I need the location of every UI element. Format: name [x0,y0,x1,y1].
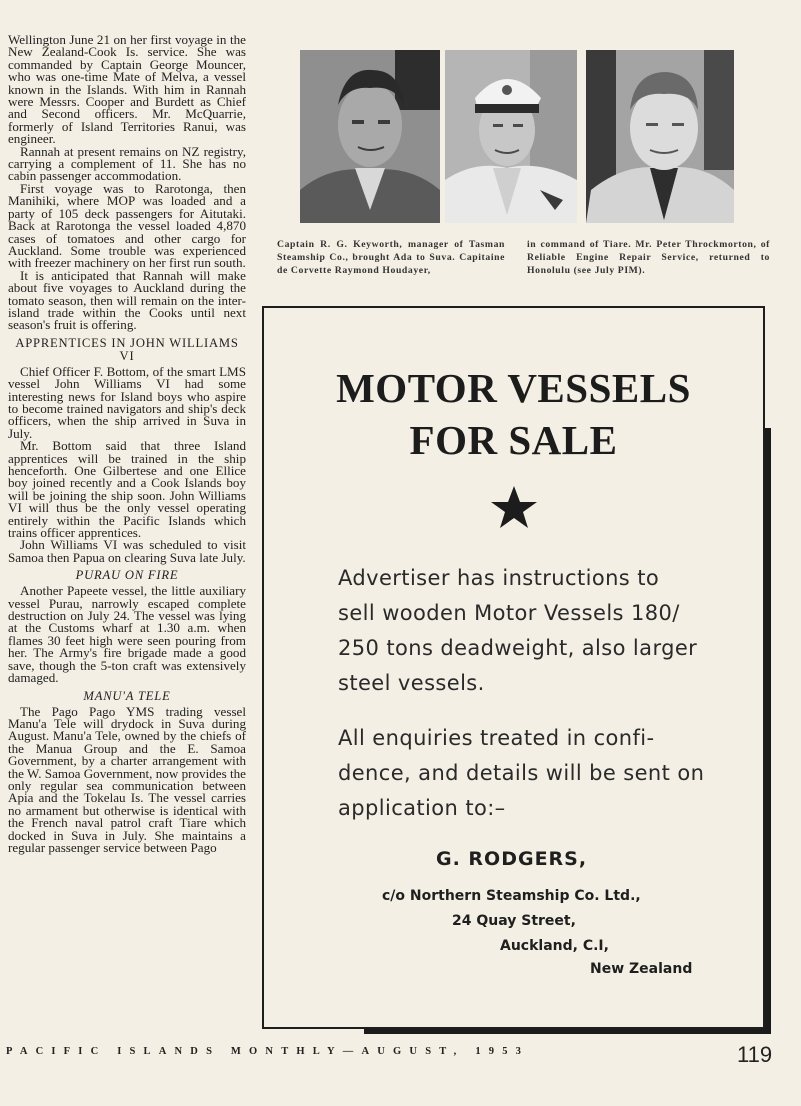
article-paragraph: Mr. Bottom said that three Island apprentices will be trained in the ship henceforth. One Gilbertese and one Ellice boy joined recently and a Cook Islands boy will be joining the ship soon. John Williams VI will thus be the only vessel operating entirely within the Pacific Islands which trains officer apprentices. [8,438,246,541]
article-paragraph: Wellington June 21 on her first voyage in the New Zealand-Cook Is. service. She was commanded by Captain George Mouncer, who was one-time Mate of Melva, a vessel known in the Islands. With him in Rannah were Messrs. Cooper and Burdett as Chief and Second officers. Mr. McQuarrie, formerly of Island Territories Ranui, was engineer. [8,32,246,147]
ad-body-line: 250 tons deadweight, also larger [338,636,698,660]
article-paragraph: Chief Officer F. Bottom, of the smart LMS vessel John Williams VI had some interesting news for Island boys who aspire to become trained navigators and ship's deck officers, when the ship arrived in Suva in July. [8,363,246,441]
contact-name: G. RODGERS, [436,848,588,870]
photo-throckmorton [586,50,734,223]
contact-address-line: Auckland, C.I, [500,938,609,954]
page-number: 119 [737,1042,773,1067]
photo-keyworth [300,50,440,223]
ad-body-line: Advertiser has instructions to [338,566,660,590]
ad-body-line: application to:– [338,796,506,820]
ad-shadow-bottom [364,1029,771,1034]
section-heading-apprentices: APPRENTICES IN JOHN WILLIAMS VI [15,335,239,363]
ad-body-line: All enquiries treated in confi- [338,726,655,750]
photo-caption-left: Captain R. G. Keyworth, manager of Tasman Steamship Co., brought Ada to Suva. Capitaine de Corvette Raymond Houdayer, [277,239,505,276]
article-paragraph: Another Papeete vessel, the little auxiliary vessel Purau, narrowly escaped complete destruction on July 24. The vessel was lying at the Customs wharf at 1.30 a.m. when flames 30 feet high were seen pouring from her. The Army's fire brigade made a good save, though the 5-ton craft was extensively damaged. [8,583,246,686]
article-column [8,34,246,854]
photo-caption-right: in command of Tiare. Mr. Peter Throckmorton, of Reliable Engine Repair Service, returned to Honolulu (see July PIM). [527,239,770,276]
contact-address-line: New Zealand [590,961,693,977]
ad-headline-line-1: MOTOR VESSELS [336,365,691,411]
article-paragraph: It is anticipated that Rannah will make about five voyages to Auckland during the tomato season, then will remain on the inter-island trade within the Cooks until next season's fruit is offering. [8,267,246,333]
contact-address-line: c/o Northern Steamship Co. Ltd., [382,888,641,904]
ad-shadow-right [765,428,771,1030]
article-paragraph: The Pago Pago YMS trading vessel Manu'a Tele will drydock in Suva during August. Manu'a Tele, owned by the chiefs of the Manua Group and the E. Samoa Government, by a charter arrangement with the W. Samoa Government, now provides the only regular sea communication between Apia and the Tokelau Is. The vessel carries no armament but otherwise is identical with the French naval patrol craft Tiare which docked in Suva in July. She maintains a regular passenger service between Pago [8,703,246,855]
article-paragraph: First voyage was to Rarotonga, then Manihiki, where MOP was loaded and a party of 105 deck passengers for Aitutaki. Back at Rarotonga the vessel loaded 4,870 cases of tomatoes and other cargo for Auckland. Some trouble was experienced with freezer machinery on her first run south. [8,180,246,271]
section-heading-purau: PURAU ON FIRE [75,568,179,583]
article-paragraph: John Williams VI was scheduled to visit Samoa then Papua on clearing Suva late July. [8,537,246,565]
portrait-photos [300,50,768,225]
ad-headline-line-2: FOR SALE [409,417,618,463]
running-footer: PACIFIC ISLANDS MONTHLY—AUGUST, 1953 [6,1046,530,1057]
star-icon [490,484,538,535]
photo-houdayer [445,50,577,223]
contact-address-line: 24 Quay Street, [452,913,576,929]
advertisement-box [262,306,765,1029]
ad-body-line: dence, and details will be sent on [338,761,705,785]
ad-body-line: steel vessels. [338,671,485,695]
ad-body-line: sell wooden Motor Vessels 180/ [338,601,680,625]
section-heading-manua: MANU'A TELE [83,688,171,703]
article-paragraph: Rannah at present remains on NZ registry, carrying a complement of 11. She has no cabin passenger accommodation. [8,143,246,184]
ad-body-text [338,561,738,701]
ad-body-text [338,721,738,826]
